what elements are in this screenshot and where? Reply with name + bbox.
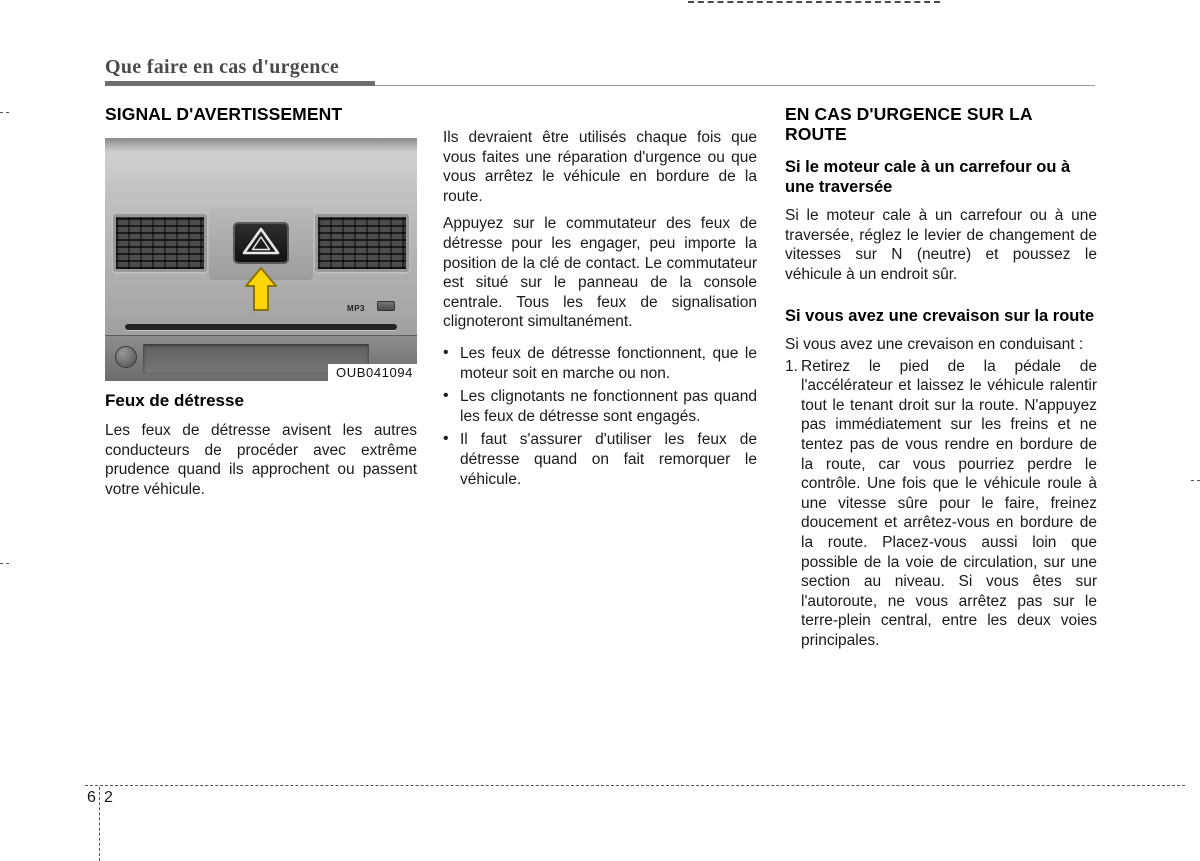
hazard-bullet-list — [443, 344, 757, 489]
air-vent-left — [113, 214, 207, 272]
hazard-warning-button — [233, 222, 289, 264]
crevaison-heading: Si vous avez une crevaison sur la route — [785, 306, 1095, 325]
list-item — [443, 430, 757, 489]
signal-title: SIGNAL D'AVERTISSEMENT — [105, 104, 343, 124]
step-number: 1. — [785, 357, 798, 375]
bullet-text: Les clignotants ne fonctionnent pas quand les feux de détresse sont engagés. — [460, 388, 757, 425]
up-arrow-icon — [244, 266, 278, 317]
step-text: Retirez le pied de la pédale de l'accélérateur et laissez le véhicule ralentir tout le tenant droit sur la route. N'appuyez pas immédiatement sur les freins et ne tentez pas de vous rendre en bordure de la route, car vous pourriez perdre le contrôle. Une fois que le véhicule roule à une vitesse sûre pour le faire, freinez doucement et arrêtez-vous en bordure de la route. Placez-vous aussi loin que possible de la voie de circulation, sur une section au niveau. Si vous êtes sur l'autoroute, ne vous arrêtez pas sur le terre-plein central, entre les deux voies principales. — [801, 357, 1097, 649]
fold-line-bottom — [85, 785, 1185, 786]
column-urgence-route — [785, 104, 1097, 651]
header-rule-thick — [105, 81, 375, 86]
page-number-section: 6 — [87, 789, 96, 806]
eject-button — [377, 301, 395, 311]
bullet-marker: • — [443, 343, 449, 361]
dashboard-photo — [105, 138, 417, 381]
crop-mark-right-1 — [1191, 480, 1200, 481]
hazard-triangle-icon — [241, 226, 281, 261]
list-item — [443, 344, 757, 383]
list-item — [443, 387, 757, 426]
photo-top-shadow — [105, 138, 417, 152]
usage-paragraph-1: Ils devraient être utilisés chaque fois que vous faites une réparation d'urgence ou que vous arrêtez le véhicule en bordure de la route. — [443, 129, 757, 205]
crop-mark-left-2 — [0, 563, 9, 564]
moteur-cale-heading: Si le moteur cale à un carrefour ou à une traversée — [785, 158, 1071, 196]
feux-detresse-heading: Feux de détresse — [105, 391, 244, 411]
cd-slot — [125, 324, 397, 330]
crop-mark-left-1 — [0, 112, 9, 113]
mp3-label: MP3 — [347, 304, 365, 314]
usage-paragraph-2: Appuyez sur le commutateur des feux de détresse pour les engager, peu importe la position de la clé de contact. Le commutateur est situé sur le panneau de la console centrale. Tous les feux de signalisation clignoteront simultanément. — [443, 215, 757, 331]
crop-mark-top — [688, 1, 940, 3]
photo-caption: OUB041094 — [328, 364, 417, 381]
air-vent-right — [315, 214, 409, 272]
bullet-text: Les feux de détresse fonctionnent, que le moteur soit en marche ou non. — [460, 344, 757, 382]
page-number-page: 2 — [104, 789, 113, 806]
bullet-text: Il faut s'assurer d'utiliser les feux de détresse quand on fait remorquer le véhicule. — [460, 431, 757, 488]
fold-line-vertical — [99, 787, 100, 861]
bullet-marker: • — [443, 387, 449, 405]
bullet-marker: • — [443, 430, 449, 448]
page-title: Que faire en cas d'urgence — [105, 56, 340, 78]
crevaison-intro-paragraph: Si vous avez une crevaison en conduisant : — [785, 336, 1084, 354]
column-middle — [443, 128, 757, 493]
radio-knob — [115, 346, 137, 368]
column-signal-avertissement — [105, 104, 417, 508]
feux-detresse-paragraph: Les feux de détresse avisent les autres conducteurs de procéder avec extrême prudence quand ils approchent ou passent votre véhicule. — [105, 422, 417, 498]
urgence-route-title: EN CAS D'URGENCE SUR LA ROUTE — [785, 104, 1032, 145]
page-header — [105, 56, 1095, 79]
numbered-step-1 — [785, 357, 1097, 651]
moteur-cale-paragraph: Si le moteur cale à un carrefour ou à une traversée, réglez le levier de changement de vitesses sur N (neutre) et poussez le véhicule à un endroit sûr. — [785, 207, 1097, 283]
